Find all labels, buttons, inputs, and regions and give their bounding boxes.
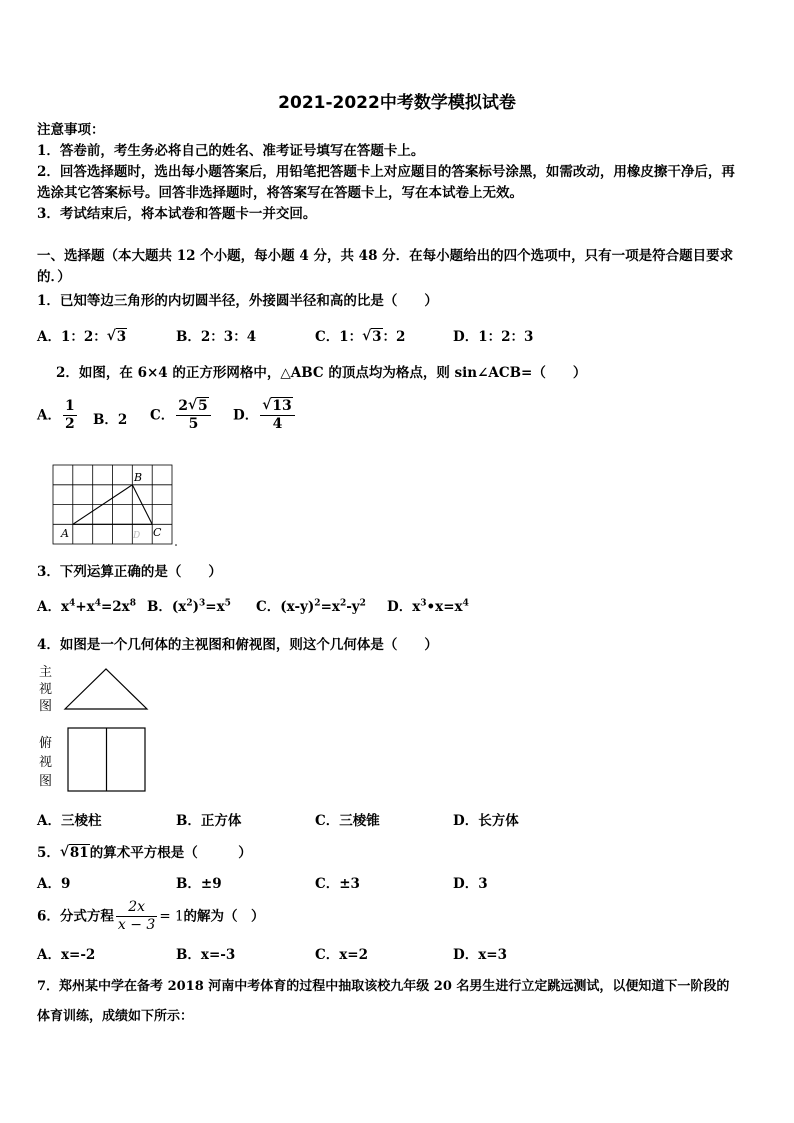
notice-item-2-cont: 选涂其它答案标号。回答非选择题时，将答案写在答题卡上，写在本试卷上无效。 [37,185,523,201]
q4-stem: 4．如图是一个几何体的主视图和俯视图，则这个几何体是（ ） [37,637,438,653]
q6-option-b: B．x=-3 [176,947,236,963]
q1-c-tail: ：2 [382,329,406,345]
q2-d-radicand: 13 [272,398,292,414]
front-view-label: 主 视 图 [39,665,53,714]
q6-option-d: D．x=3 [453,947,507,963]
q3-option-c: C．$(x-y)^2=x^2-y^2$ [256,598,366,615]
q1-c-radicand: 3 [372,329,382,345]
q2-c-denominator: 5 [188,416,199,432]
q4-option-a: A．三棱柱 [37,813,102,829]
q1-option-d: D．1：2：3 [453,329,534,345]
notice-item-1: 1．答卷前，考生务必将自己的姓名、准考证号填写在答题卡上。 [37,143,425,159]
q2-c-radicand: 5 [198,398,208,414]
sqrt-symbol: √ 5 [188,397,208,414]
q3-option-b: B．$(x^2)^3=x^5$ [147,598,231,615]
notice-item-2: 2．回答选择题时，选出每小题答案后，用铅笔把答题卡上对应题目的答案标号涂黑，如需改动，用橡皮擦干净后，再 [37,164,735,180]
label-a: A [61,527,69,540]
q6-numerator: 2x [116,899,157,917]
q5-option-d: D．3 [453,876,488,892]
q2-d-denominator: 4 [272,416,283,432]
sqrt-symbol: √ 3 [106,328,127,345]
q2-a-label: A． [37,407,61,424]
section-heading: 一、选择题（本大题共 12 个小题，每小题 4 分，共 48 分．在每小题给出的四个选项中，只有一项是符合题目要求 [37,248,734,264]
q5-option-c: C．±3 [315,876,360,892]
q2-option-b: B．2 [93,412,128,428]
q2-option-c [150,398,213,433]
q1-stem: 1．已知等边三角形的内切圆半径，外接圆半径和高的比是（ ） [37,293,438,309]
q6-denominator: x − 3 [117,917,156,933]
q3-option-a: A．$x^4+x^4=2x^8$ [37,598,136,615]
top-view-label: 俯 视 图 [39,736,53,789]
q1-option-c [315,328,405,346]
q2-option-a [37,398,79,433]
q1-option-b: B．2：3：4 [176,329,257,345]
q2-d-label: D． [233,407,259,424]
sqrt-symbol: √ 3 [362,328,382,345]
q5-option-a: A．9 [37,876,71,892]
q7-stem-line2: 体育训练，成绩如下所示： [37,1009,194,1024]
q1-a-text: A．1：2： [37,329,107,345]
q4-option-d: D．长方体 [453,813,519,829]
sqrt-symbol: √ 81 [59,844,89,861]
front-view-triangle [64,668,148,710]
q7-stem-line1: 7．郑州某中学在备考 2018 河南中考体育的过程中抽取该校九年级 20 名男生进行立定跳远测试，以便知道下一阶段的 [37,979,730,994]
q1-a-radicand: 3 [116,329,127,345]
notice-item-3: 3．考试结束后，将本试卷和答题卡一并交回。 [37,206,317,222]
section-heading-cont: 的．） [37,269,71,285]
q2-a-numerator: 1 [64,398,75,414]
notice-heading: 注意事项： [37,122,105,138]
label-d: D [133,531,141,541]
q5-option-b: B．±9 [176,876,222,892]
q4-option-b: B．正方体 [176,813,242,829]
label-b: B [134,471,143,484]
q6-option-c: C．x=2 [315,947,368,963]
q3-stem: 3．下列运算正确的是（ ） [37,564,222,580]
sqrt-symbol: √ 13 [262,397,292,414]
q6-stem: 6．分式方程 $\frac{2x}{x - 3}$ = 1的解为（ ） [37,899,265,933]
q2-option-d [233,398,297,433]
q6-option-a: A．x=-2 [37,947,96,963]
q2-c-label: C． [150,407,175,424]
q2-a-denominator: 2 [64,416,75,432]
q2-stem: 2．如图，在 6×4 的正方形网格中，△ABC 的顶点均为格点，则 sin∠ACB=（ ） [56,365,587,381]
q1-c-text: C．1： [315,329,363,345]
top-view-rectangle [67,727,147,793]
label-c: C [153,526,162,539]
q4-option-c: C．三棱锥 [315,813,380,829]
page-title: 2021-2022中考数学模拟试卷 [278,93,516,113]
q2-grid-figure [52,464,177,549]
q1-option-a [37,328,127,346]
q2-c-coef: 2 [178,398,188,414]
q3-option-d: D．$x^3•x=x^4$ [387,598,469,615]
q5-radicand: 81 [69,845,89,861]
q5-stem: 5． √ 81的算术平方根是（ ） [37,844,252,861]
